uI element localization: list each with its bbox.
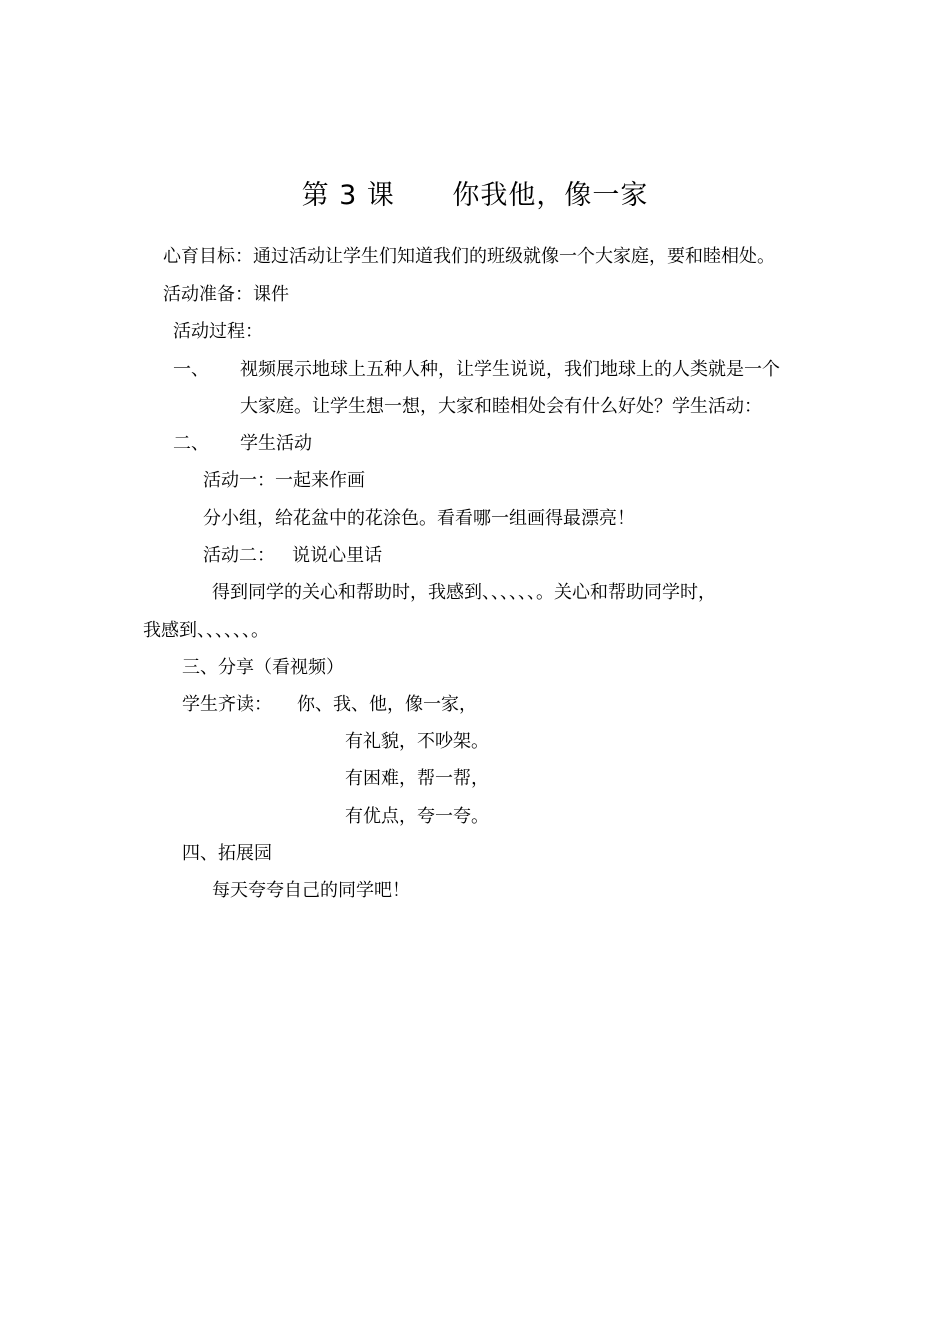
activity2-text-line1: 得到同学的关心和帮助时，我感到、、、、、、。关心和帮助同学时， <box>212 582 716 603</box>
step1-text-line2: 大家庭。让学生想一想，大家和睦相处会有什么好处？学生活动： <box>240 396 762 417</box>
poem-line: 有困难，帮一帮， <box>345 768 489 789</box>
poem-line: 有优点，夸一夸。 <box>345 806 489 827</box>
process-heading: 活动过程： <box>173 321 263 342</box>
step2-heading: 学生活动 <box>240 433 312 454</box>
lesson-title: 第 3 课 你我他，像一家 <box>301 180 649 211</box>
goal-text: 心育目标：通过活动让学生们知道我们的班级就像一个大家庭，要和睦相处。 <box>163 246 775 267</box>
poem-line: 你、我、他，像一家， <box>297 694 477 715</box>
poem-line: 有礼貌，不吵架。 <box>345 731 489 752</box>
step1-text-line1: 视频展示地球上五种人种，让学生说说，我们地球上的人类就是一个 <box>240 359 780 380</box>
activity1-text: 分小组，给花盆中的花涂色。看看哪一组画得最漂亮！ <box>203 508 635 529</box>
activity2-title: 活动二： 说说心里话 <box>203 545 383 566</box>
activity2-text-line2: 我感到、、、、、、。 <box>143 620 269 641</box>
step2-number: 二、 <box>173 433 209 454</box>
reading-label: 学生齐读： <box>182 694 272 715</box>
preparation-text: 活动准备：课件 <box>163 284 289 305</box>
step1-number: 一、 <box>173 359 209 380</box>
step4-heading: 四、拓展园 <box>182 843 272 864</box>
step4-text: 每天夸夸自己的同学吧！ <box>212 880 410 901</box>
step3-heading: 三、分享（看视频） <box>182 657 344 678</box>
activity1-title: 活动一：一起来作画 <box>203 470 365 491</box>
